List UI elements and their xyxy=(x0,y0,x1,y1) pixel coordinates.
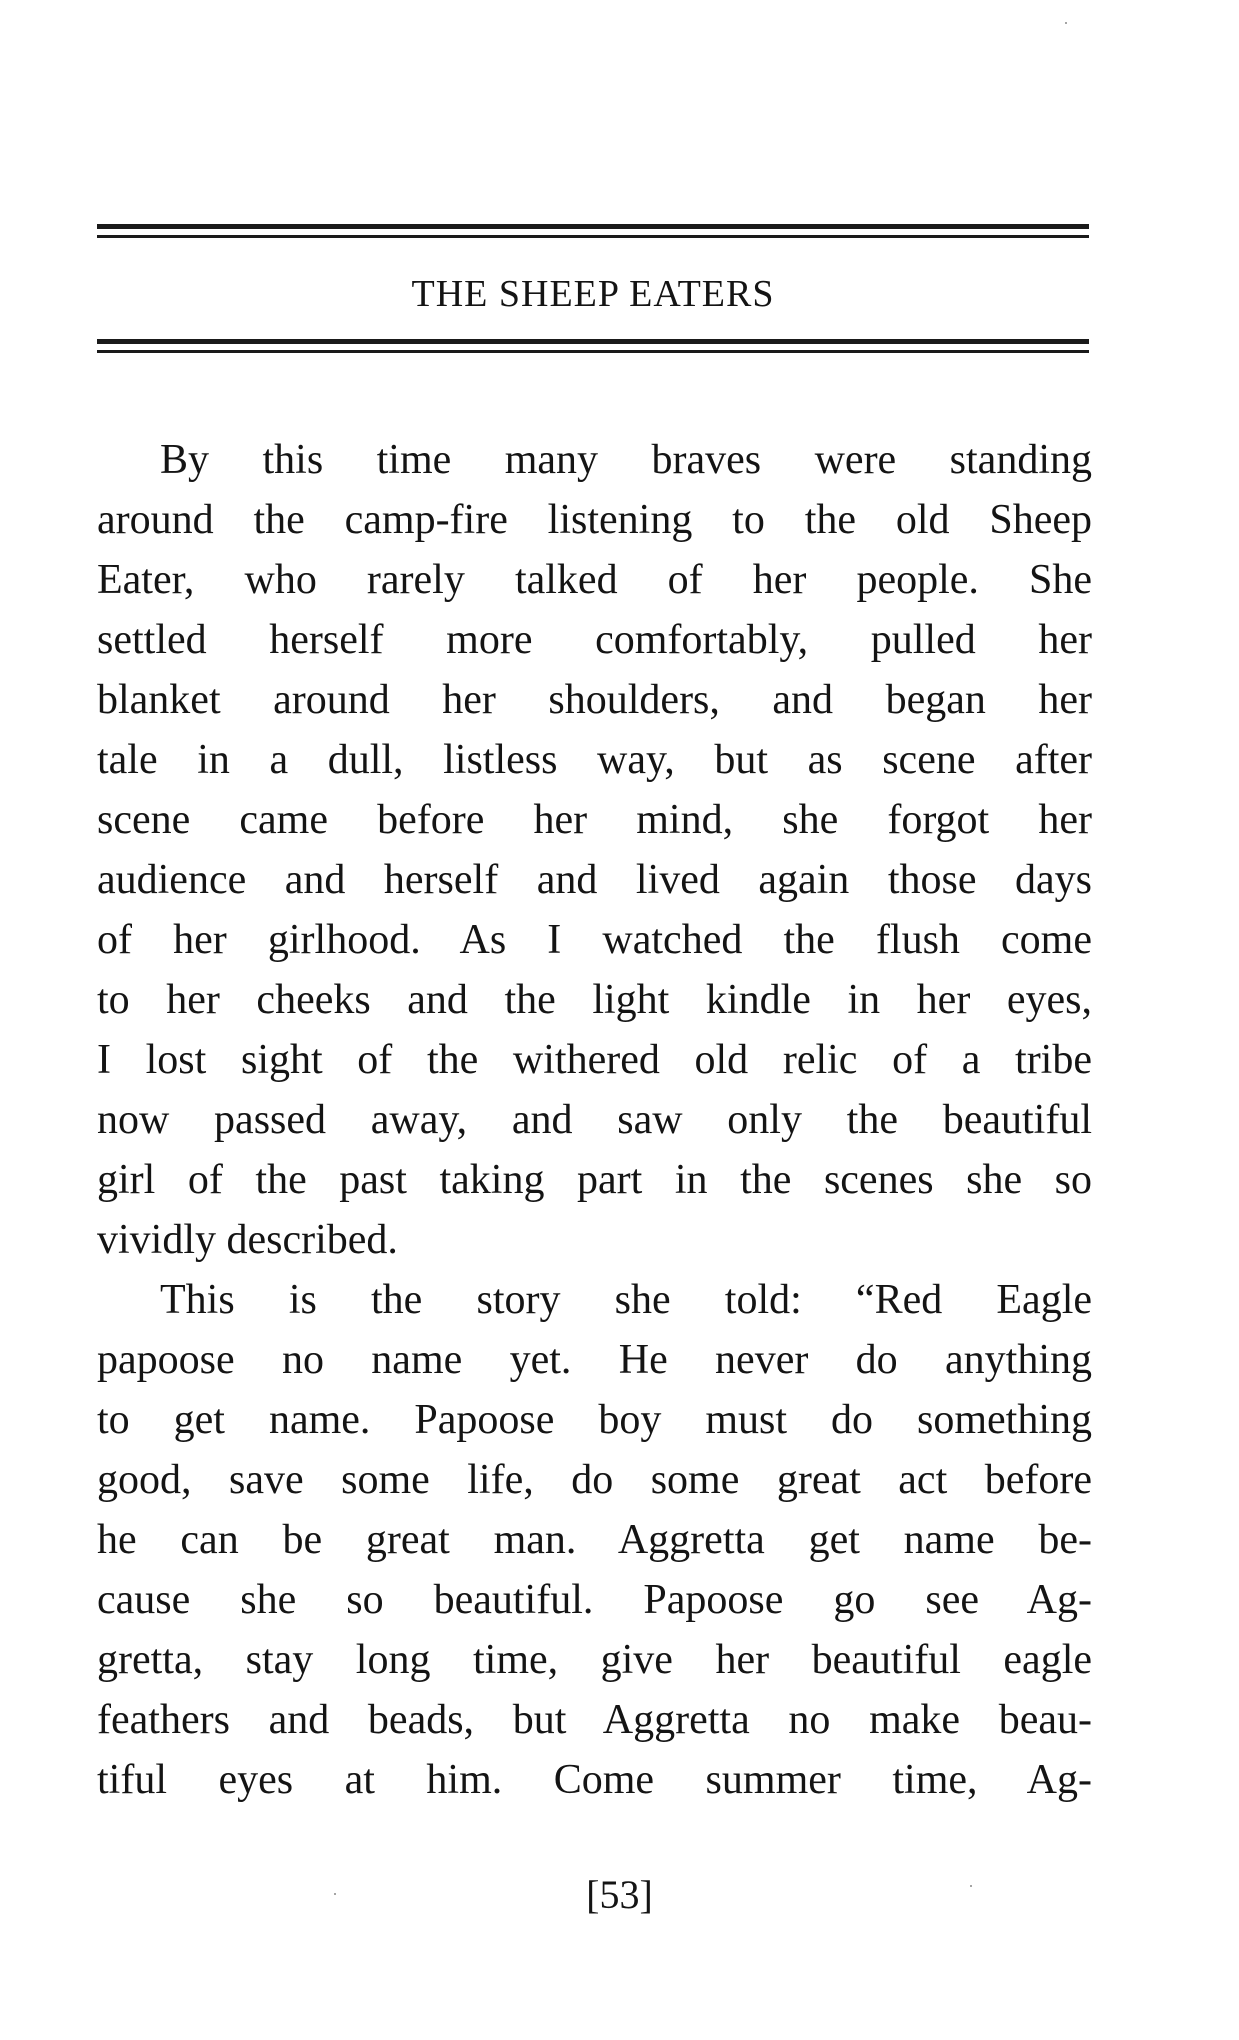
text-line: This is the story she told: “Red Eagle xyxy=(160,1277,1092,1323)
text-line: feathers and beads, but Aggretta no make beau- xyxy=(97,1697,1092,1743)
text-line: around the camp-fire listening to the old Sheep xyxy=(97,497,1092,543)
header-top-rule xyxy=(97,224,1089,250)
print-speck xyxy=(1065,22,1067,24)
text-line: to get name. Papoose boy must do something xyxy=(97,1397,1092,1443)
text-line: audience and herself and lived again those days xyxy=(97,857,1092,903)
text-line: cause she so beautiful. Papoose go see Ag- xyxy=(97,1577,1092,1623)
text-line: gretta, stay long time, give her beautiful eagle xyxy=(97,1637,1092,1683)
thin-rule-line xyxy=(97,350,1089,353)
running-title: THE SHEEP EATERS xyxy=(411,273,775,315)
body-text xyxy=(97,430,1092,1810)
text-line: to her cheeks and the light kindle in her eyes, xyxy=(97,977,1092,1023)
text-line: papoose no name yet. He never do anything xyxy=(97,1337,1092,1383)
text-line: tale in a dull, listless way, but as scene after xyxy=(97,737,1092,783)
text-line: girl of the past taking part in the scenes she so xyxy=(97,1157,1092,1203)
text-line: now passed away, and saw only the beautiful xyxy=(97,1097,1092,1143)
text-line: Eater, who rarely talked of her people. She xyxy=(97,557,1092,603)
thick-rule-line xyxy=(97,224,1089,229)
text-line: tiful eyes at him. Come summer time, Ag- xyxy=(97,1757,1092,1803)
thick-rule-line xyxy=(97,339,1089,344)
header-bottom-rule xyxy=(97,339,1089,365)
print-speck xyxy=(334,1893,336,1895)
thin-rule-line xyxy=(97,235,1089,238)
text-line: he can be great man. Aggretta get name be- xyxy=(97,1517,1092,1563)
page-number: [53] xyxy=(586,1872,653,1917)
text-line: vividly described. xyxy=(97,1217,398,1263)
text-line: settled herself more comfortably, pulled her xyxy=(97,617,1092,663)
text-line: scene came before her mind, she forgot her xyxy=(97,797,1092,843)
print-speck xyxy=(970,1885,972,1887)
text-line: By this time many braves were standing xyxy=(160,437,1092,483)
text-line: blanket around her shoulders, and began her xyxy=(97,677,1092,723)
text-line: good, save some life, do some great act before xyxy=(97,1457,1092,1503)
text-line: I lost sight of the withered old relic of a tribe xyxy=(97,1037,1092,1083)
text-line: of her girlhood. As I watched the flush come xyxy=(97,917,1092,963)
